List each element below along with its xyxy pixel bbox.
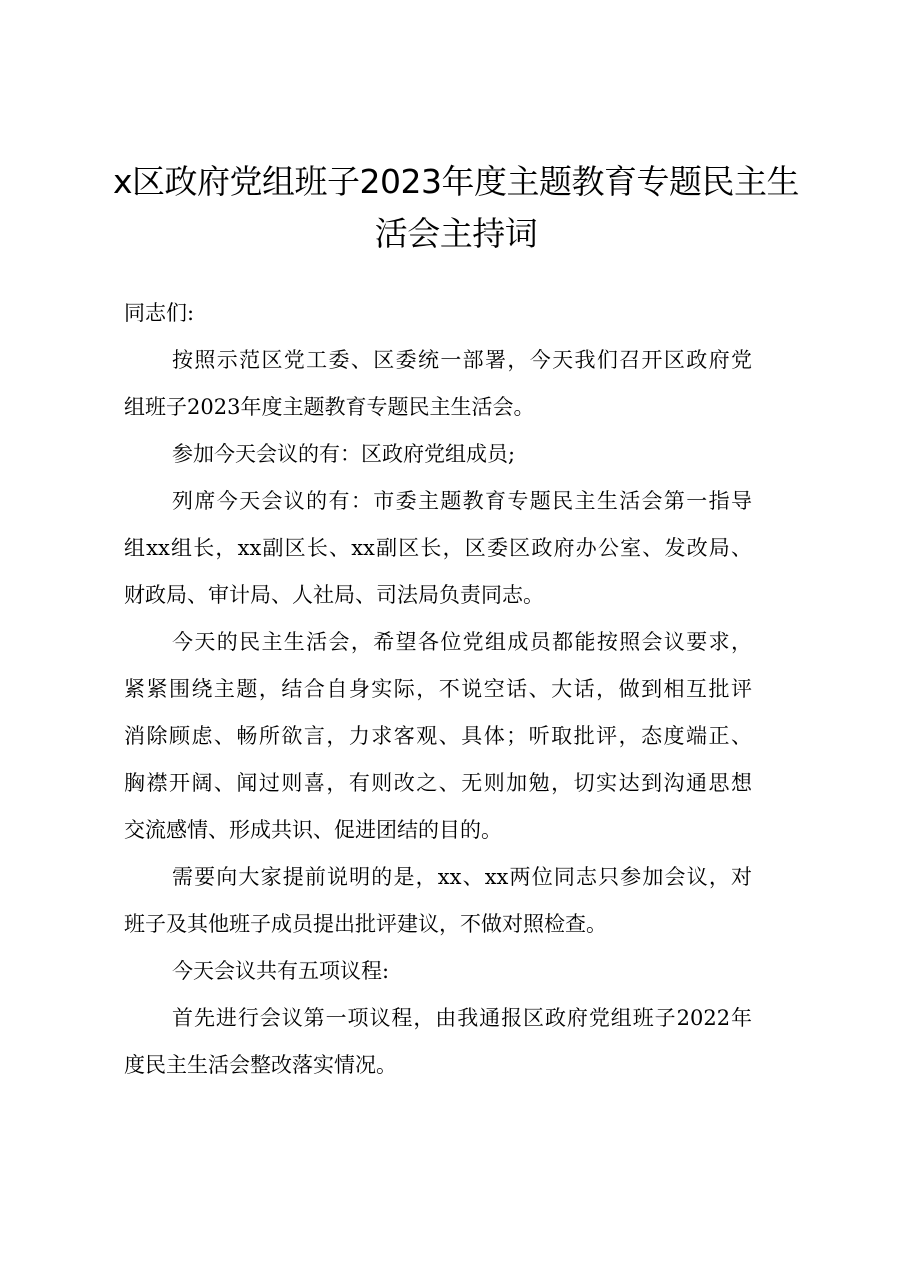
paragraph-2 bbox=[124, 431, 824, 478]
salutation: 同志们: bbox=[124, 301, 195, 325]
paragraph-line: 参加今天会议的有：区政府党组成员; bbox=[172, 442, 516, 466]
paragraph-4 bbox=[124, 619, 824, 854]
paragraph-line: 列席今天会议的有：市委主题教育专题民主生活会第一指导 bbox=[172, 489, 752, 513]
paragraph-6 bbox=[124, 948, 824, 995]
paragraph-line: 今天的民主生活会，希望各位党组成员都能按照会议要求， bbox=[172, 630, 752, 654]
paragraph-line: 组班子2023年度主题教育专题民主生活会。 bbox=[124, 395, 535, 419]
paragraph-5 bbox=[124, 854, 824, 948]
paragraph-line: 班子及其他班子成员提出批评建议，不做对照检查。 bbox=[124, 912, 607, 936]
paragraph-line: 按照示范区党工委、区委统一部署，今天我们召开区政府党 bbox=[172, 348, 752, 372]
document-title bbox=[96, 156, 816, 260]
paragraph-line: 消除顾虑、畅所欲言，力求客观、具体；听取批评，态度端正、 bbox=[124, 724, 752, 748]
paragraph-line: 今天会议共有五项议程: bbox=[172, 959, 390, 983]
paragraph-line: 交流感情、形成共识、促进团结的目的。 bbox=[124, 818, 502, 842]
paragraph-1 bbox=[124, 337, 824, 431]
paragraph-line: 组xx组长，xx副区长、xx副区长，区委区政府办公室、发改局、 bbox=[124, 536, 752, 560]
title-line-1: x区政府党组班子2023年度主题教育专题民主生 bbox=[112, 162, 799, 201]
paragraph-line: 胸襟开阔、闻过则喜，有则改之、无则加勉，切实达到沟通思想 bbox=[124, 771, 752, 795]
document-body bbox=[124, 290, 824, 1089]
title-line-2: 活会主持词 bbox=[374, 214, 538, 253]
paragraph-7 bbox=[124, 995, 824, 1089]
paragraph-3 bbox=[124, 478, 824, 619]
paragraph-line: 财政局、审计局、人社局、司法局负责同志。 bbox=[124, 583, 544, 607]
paragraph-line: 首先进行会议第一项议程，由我通报区政府党组班子2022年 bbox=[172, 1006, 752, 1030]
paragraph-line: 紧紧围绕主题，结合自身实际，不说空话、大话，做到相互批评 bbox=[124, 677, 752, 701]
paragraph-line: 需要向大家提前说明的是，xx、xx两位同志只参加会议，对 bbox=[172, 865, 752, 889]
paragraph-line: 度民主生活会整改落实情况。 bbox=[124, 1053, 397, 1077]
